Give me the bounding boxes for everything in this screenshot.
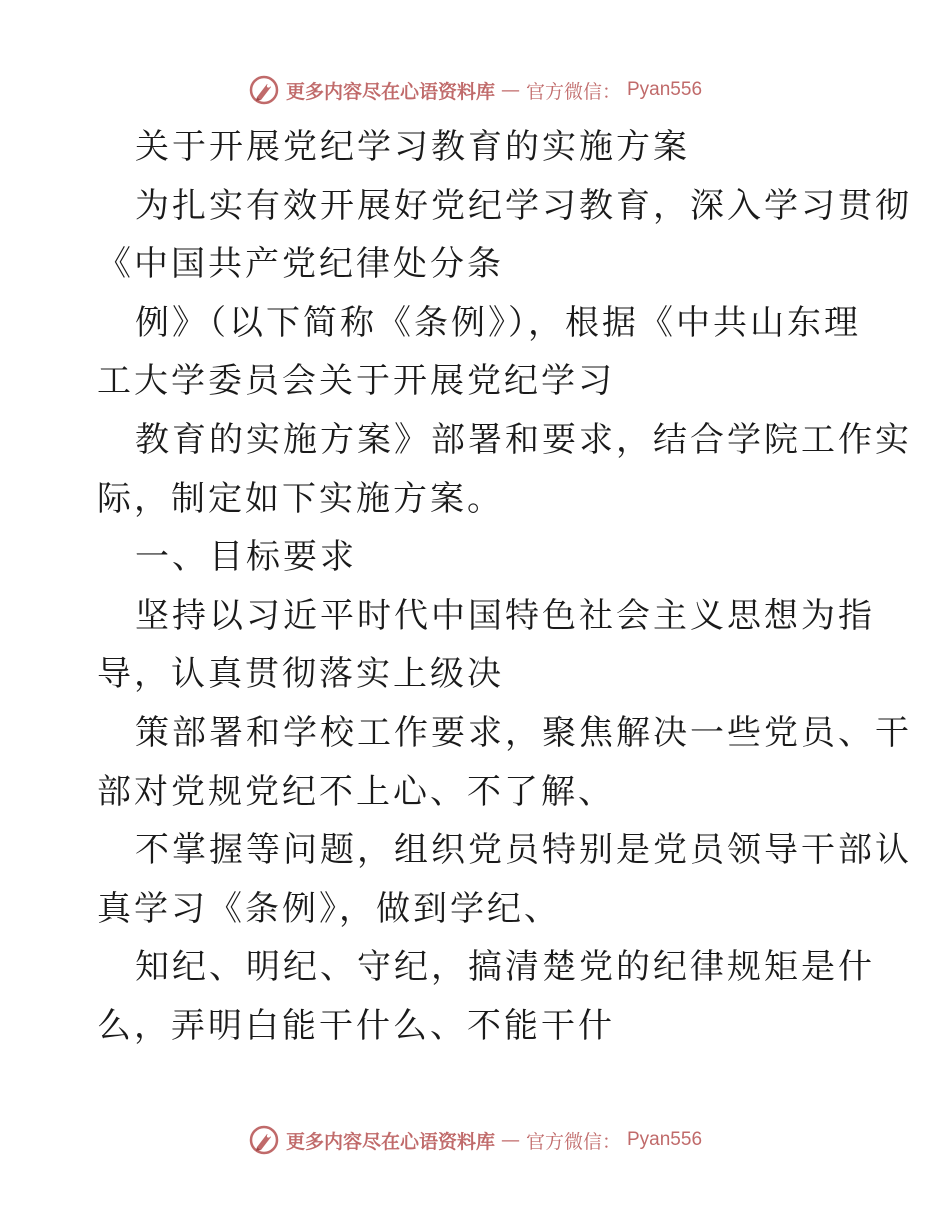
- banner-wechat-label: 官方微信：: [525, 80, 621, 103]
- banner-separator: —: [500, 1129, 520, 1151]
- banner-content: [248, 1124, 702, 1156]
- banner-wechat-label: 官方微信：: [525, 1130, 621, 1153]
- paragraph-line: 知纪、明纪、守纪，搞清楚党的纪律规矩是什: [135, 947, 875, 988]
- paragraph-line: 不掌握等问题，组织党员特别是党员领导干部认: [135, 830, 912, 871]
- paragraph-line: 为扎实有效开展好党纪学习教育，深入学习贯彻: [135, 185, 912, 226]
- paragraph-line: 真学习《条例》，做到学纪、: [97, 888, 561, 929]
- header-banner: [0, 70, 950, 110]
- pen-nib-circle-icon: [248, 1124, 280, 1156]
- paragraph-line: 部对党规党纪不上心、不了解、: [97, 771, 615, 812]
- document-body: [97, 118, 912, 1056]
- banner-separator: —: [500, 79, 520, 101]
- footer-banner: [0, 1120, 950, 1160]
- banner-wechat-id: Pyan556: [627, 79, 703, 100]
- banner-wechat-id: Pyan556: [627, 1129, 703, 1150]
- paragraph-line: 策部署和学校工作要求，聚焦解决一些党员、干: [135, 712, 912, 753]
- document-title: 关于开展党纪学习教育的实施方案: [135, 127, 690, 167]
- banner-title: 更多内容尽在心语资料库: [285, 1130, 495, 1153]
- paragraph-line: 际，制定如下实施方案。: [97, 478, 504, 519]
- paragraph-line: 教育的实施方案》部署和要求，结合学院工作实: [135, 419, 912, 460]
- paragraph-line: 么，弄明白能干什么、不能干什: [97, 1005, 615, 1046]
- paragraph-line: 例》（以下简称《条例》），根据《中共山东理: [135, 302, 861, 343]
- section-heading: 一、目标要求: [135, 537, 357, 578]
- pen-nib-circle-icon: [248, 74, 280, 106]
- banner-content: [248, 74, 702, 106]
- paragraph-line: 工大学委员会关于开展党纪学习: [97, 361, 615, 402]
- paragraph-line: 坚持以习近平时代中国特色社会主义思想为指: [135, 595, 875, 636]
- paragraph-line: 导，认真贯彻落实上级决: [97, 654, 504, 695]
- paragraph-line: 《中国共产党纪律处分条: [97, 244, 504, 285]
- banner-title: 更多内容尽在心语资料库: [285, 80, 495, 103]
